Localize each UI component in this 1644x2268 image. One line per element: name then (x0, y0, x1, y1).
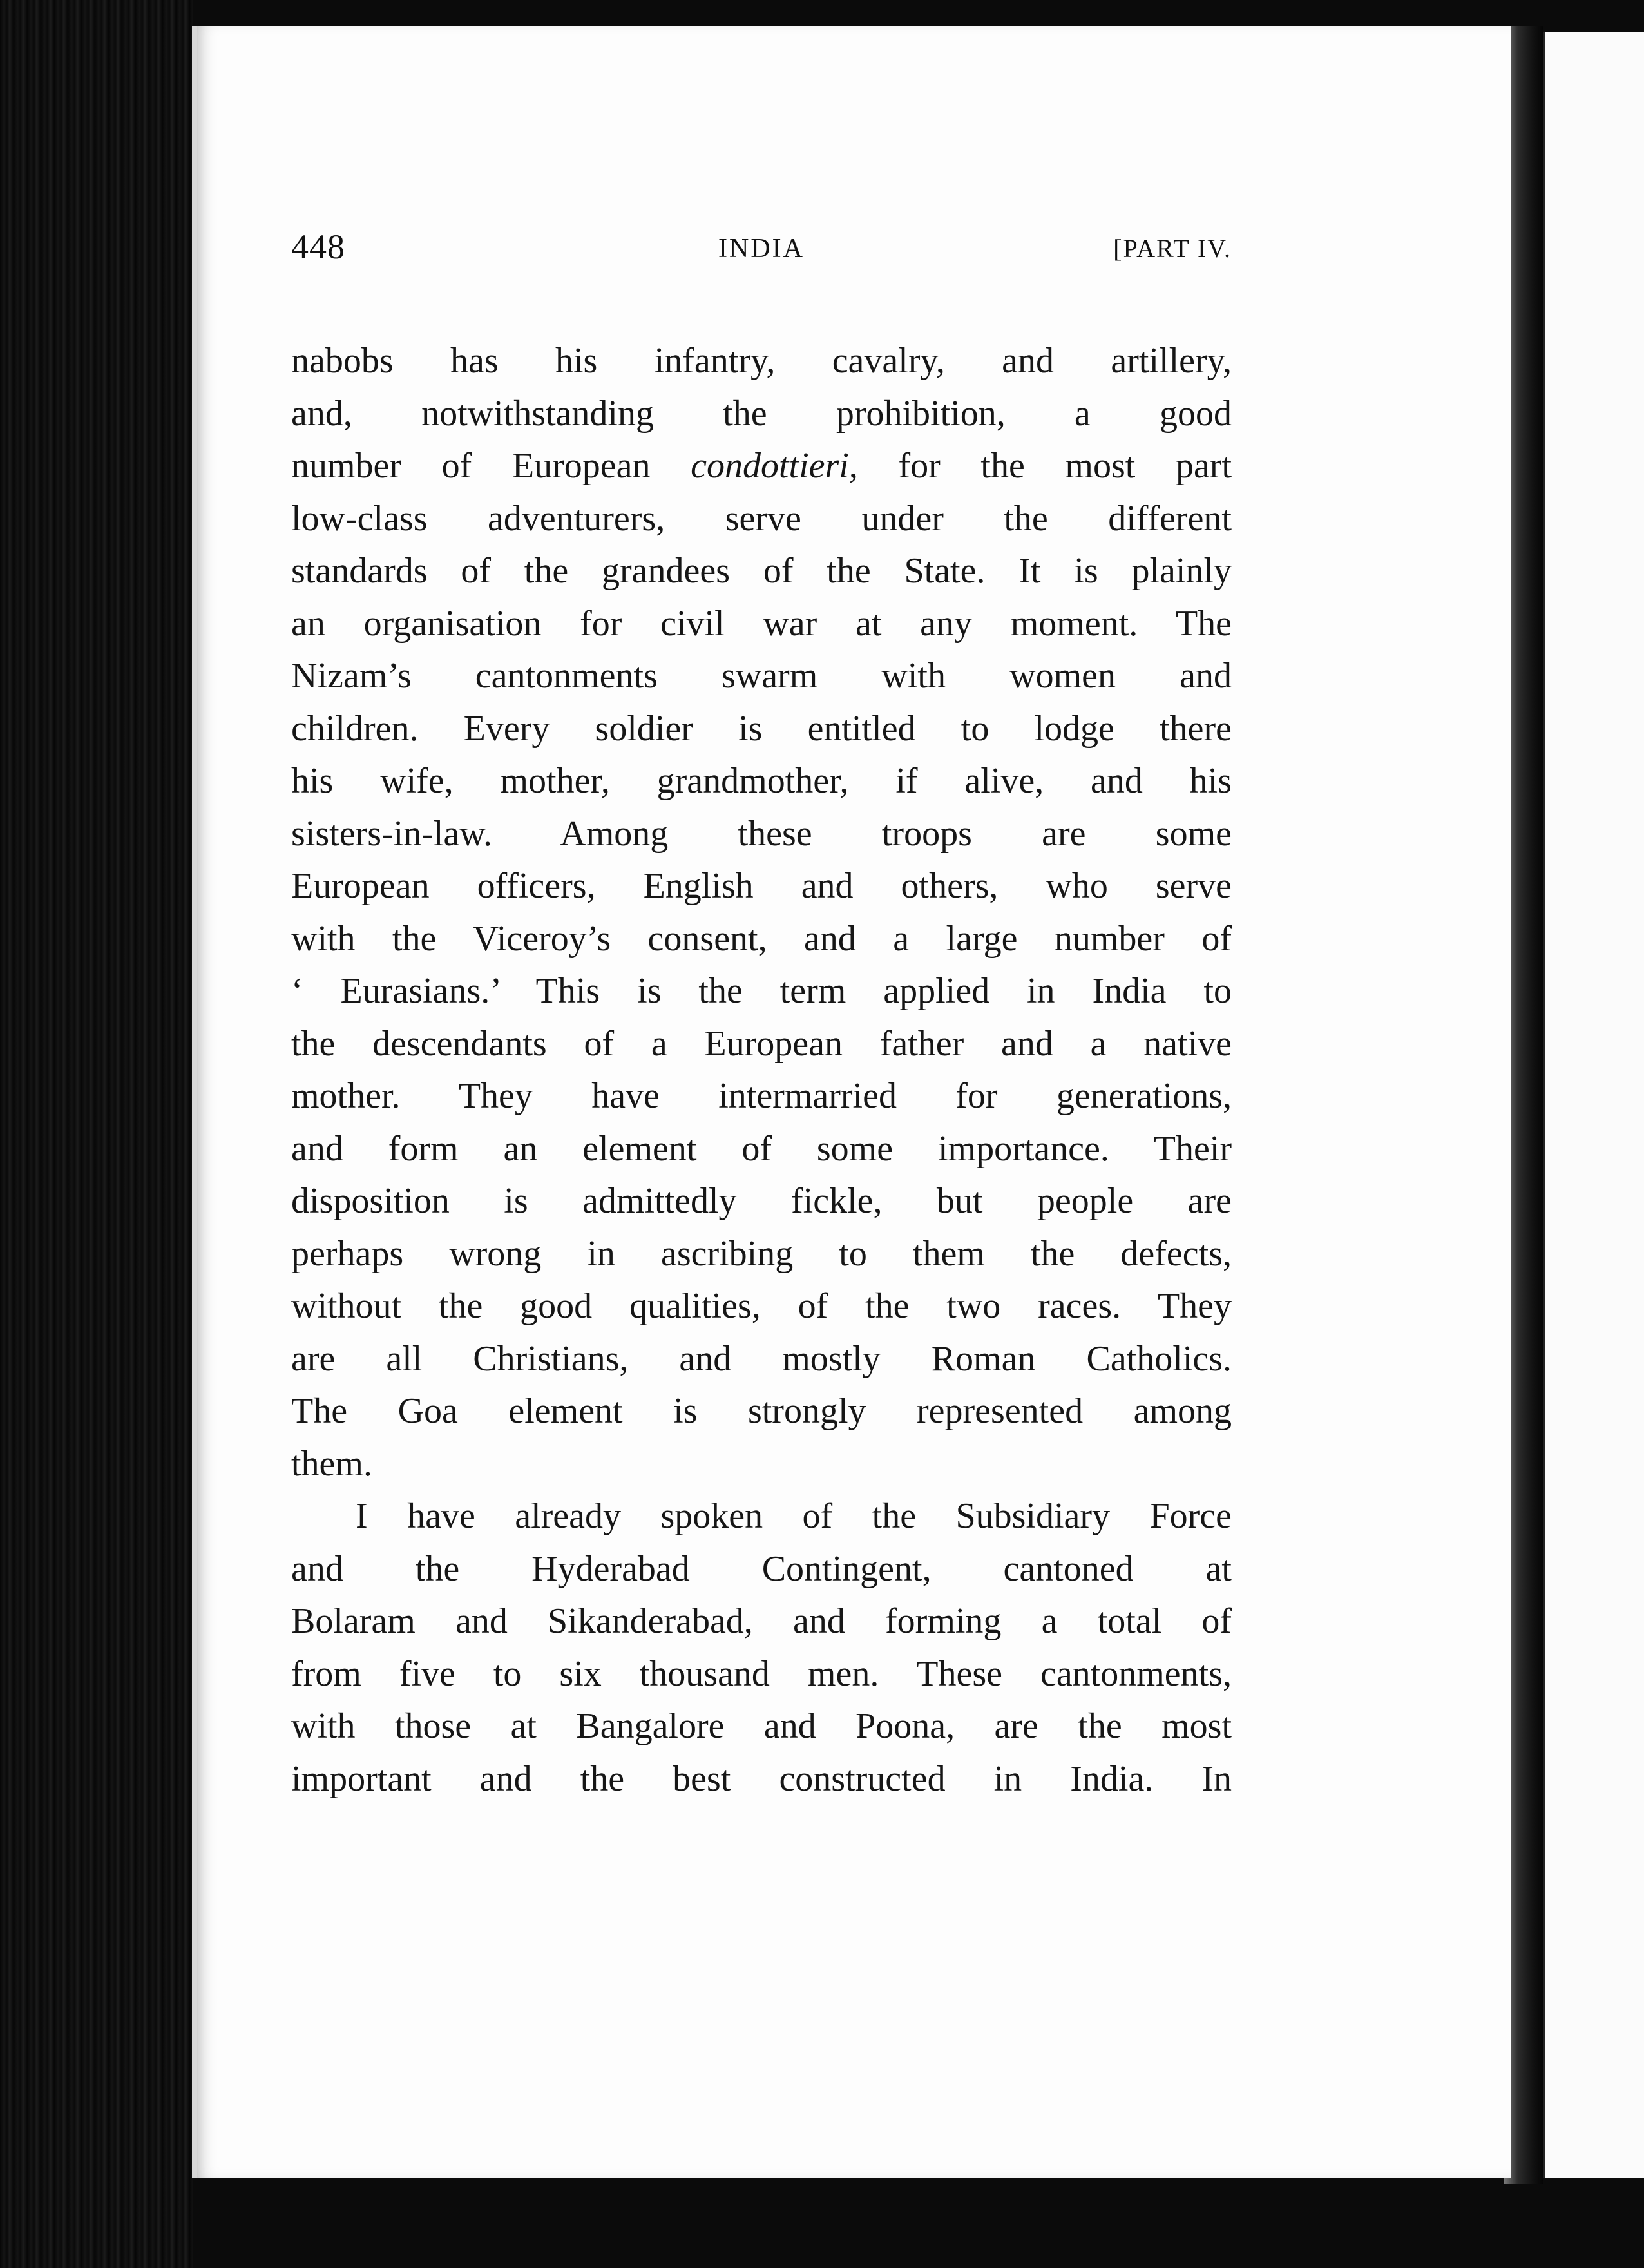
text-line: standards of the grandees of the State. It is plainly (291, 551, 1232, 591)
text-line-end: , for the most part (848, 446, 1232, 486)
text-line: perhaps wrong in ascribing to them the defects, (291, 1233, 1232, 1274)
text-line: Bolaram and Sikanderabad, and forming a total of (291, 1601, 1232, 1641)
text-line: the descendants of a European father and a native (291, 1023, 1232, 1064)
text-line-start: number of European (291, 446, 691, 486)
text-line: with the Viceroy’s consent, and a large number of (291, 918, 1232, 959)
running-title: INDIA (718, 234, 805, 264)
text-line: from five to six thousand men. These cantonments, (291, 1653, 1232, 1694)
italic-term: condottieri (691, 446, 849, 486)
running-head (291, 227, 1232, 285)
page-number: 448 (291, 227, 345, 266)
text-line: with those at Bangalore and Poona, are the most (291, 1706, 1232, 1746)
text-line: disposition is admittedly fickle, but people are (291, 1181, 1232, 1221)
text-line: Nizam’s cantonments swarm with women and (291, 656, 1232, 696)
text-line (291, 440, 1232, 493)
adjacent-page-edge (1543, 32, 1644, 2178)
text-line: European officers, English and others, who serve (291, 866, 1232, 906)
text-line: sisters-in-law. Among these troops are some (291, 813, 1232, 854)
text-line: and form an element of some importance. Their (291, 1128, 1232, 1169)
text-line: his wife, mother, grandmother, if alive, and his (291, 761, 1232, 801)
text-line: important and the best constructed in India. In (291, 1758, 1232, 1799)
text-line: nabobs has his infantry, cavalry, and artillery, (291, 341, 1232, 381)
text-line: an organisation for civil war at any moment. The (291, 603, 1232, 644)
text-line: without the good qualities, of the two races. They (291, 1286, 1232, 1326)
text-line: children. Every soldier is entitled to lodge there (291, 708, 1232, 749)
text-line: low-class adventurers, serve under the different (291, 498, 1232, 539)
text-line: are all Christians, and mostly Roman Catholics. (291, 1338, 1232, 1379)
part-label: [PART IV. (1113, 234, 1232, 263)
book-spine-left (0, 0, 193, 2268)
text-line: mother. They have intermarried for generations, (291, 1076, 1232, 1116)
paragraph-first-line: I have already spoken of the Subsidiary Force (356, 1496, 1232, 1536)
text-line: and the Hyderabad Contingent, cantoned at (291, 1548, 1232, 1589)
text-line: The Goa element is strongly represented among (291, 1391, 1232, 1431)
paragraph-last-line: them. (291, 1443, 372, 1484)
text-line: and, notwithstanding the prohibition, a good (291, 393, 1232, 434)
text-line: ‘ Eurasians.’ This is the term applied in India to (291, 971, 1232, 1011)
body-text (291, 335, 1232, 1805)
